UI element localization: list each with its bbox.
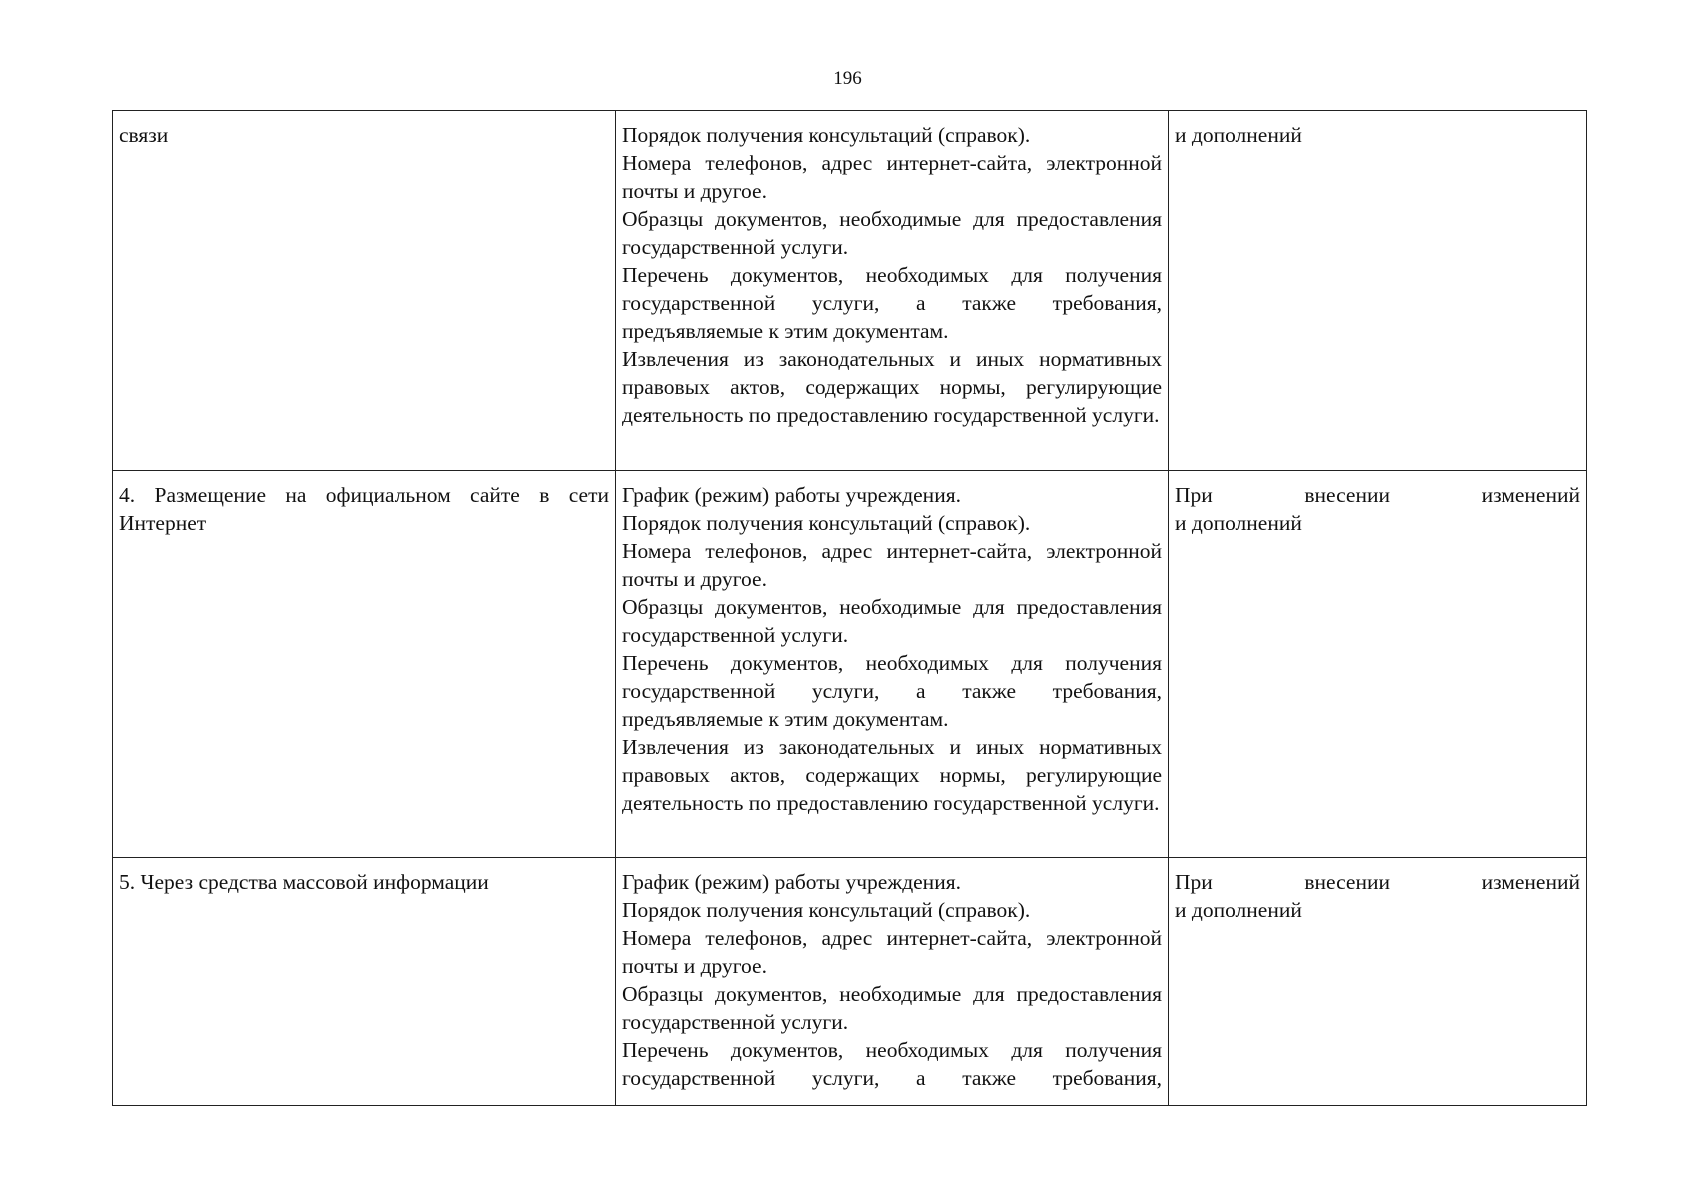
info-line: Порядок получения консультаций (справок).: [622, 123, 1031, 147]
info-line: Номера телефонов, адрес интернет-сайта, электронной почты и другое.: [622, 539, 1162, 591]
info-line: Перечень документов, необходимых для получения государственной услуги, а также требования, предъявляемые к этим документам.: [622, 651, 1162, 731]
info-cell: [616, 858, 1169, 1106]
info-cell: [616, 471, 1169, 858]
info-line: График (режим) работы учреждения.: [622, 870, 961, 894]
info-line: Перечень документов, необходимых для получения государственной услуги, а также требования,: [622, 1038, 1162, 1090]
info-table: [112, 110, 1587, 1106]
info-line: Перечень документов, необходимых для получения государственной услуги, а также требования, предъявляемые к этим документам.: [622, 263, 1162, 343]
method-text: связи: [119, 123, 169, 147]
method-text: 5. Через средства массовой информации: [119, 870, 489, 894]
update-text-line2: и дополнений: [1175, 123, 1302, 147]
method-cell: [113, 111, 616, 471]
update-cell: [1169, 471, 1587, 858]
table-row: [113, 858, 1587, 1106]
update-cell: [1169, 111, 1587, 471]
info-line: Порядок получения консультаций (справок).: [622, 898, 1031, 922]
info-line: Образцы документов, необходимые для предоставления государственной услуги.: [622, 595, 1162, 647]
update-text-line2: и дополнений: [1175, 898, 1302, 922]
info-line: Номера телефонов, адрес интернет-сайта, электронной почты и другое.: [622, 926, 1162, 978]
method-text: 4. Размещение на официальном сайте в сети Интернет: [119, 483, 609, 535]
info-line: Образцы документов, необходимые для предоставления государственной услуги.: [622, 207, 1162, 259]
info-line: График (режим) работы учреждения.: [622, 483, 961, 507]
table-row: [113, 111, 1587, 471]
info-line: Извлечения из законодательных и иных нормативных правовых актов, содержащих нормы, регулирующие деятельность по предоставлению государственной услуги.: [622, 347, 1162, 427]
update-text-line1: При внесении изменений: [1175, 483, 1580, 507]
update-text-line2: и дополнений: [1175, 511, 1302, 535]
page-number: 196: [833, 68, 862, 89]
update-cell: [1169, 858, 1587, 1106]
info-line: Номера телефонов, адрес интернет-сайта, электронной почты и другое.: [622, 151, 1162, 203]
update-text-line1: При внесении изменений: [1175, 870, 1580, 894]
method-cell: [113, 471, 616, 858]
method-cell: [113, 858, 616, 1106]
info-line: Образцы документов, необходимые для предоставления государственной услуги.: [622, 982, 1162, 1034]
info-line: Порядок получения консультаций (справок).: [622, 511, 1031, 535]
info-line: Извлечения из законодательных и иных нормативных правовых актов, содержащих нормы, регулирующие деятельность по предоставлению государственной услуги.: [622, 735, 1162, 815]
table-row: [113, 471, 1587, 858]
info-cell: [616, 111, 1169, 471]
